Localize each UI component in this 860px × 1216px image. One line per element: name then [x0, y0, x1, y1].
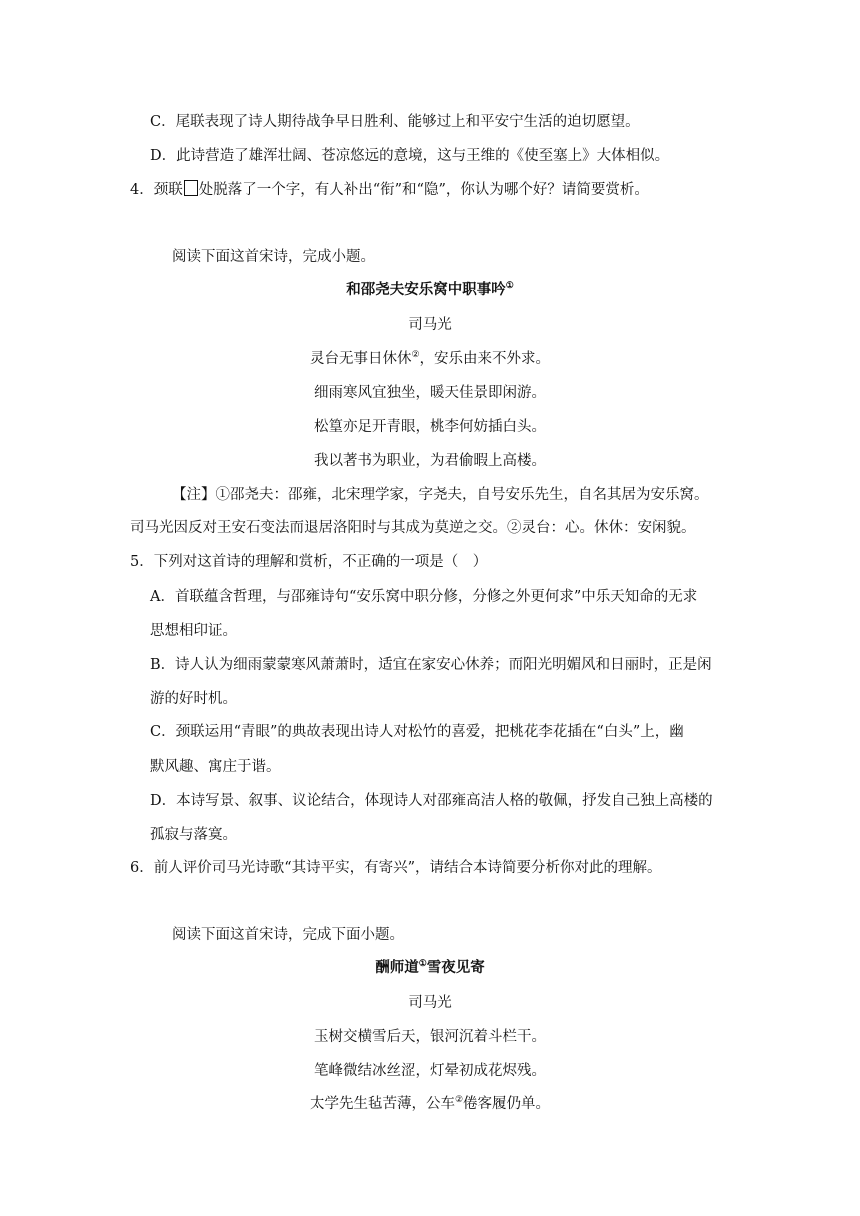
question-6: 6．前人评价司马光诗歌“其诗平实，有寄兴”，请结合本诗简要分析你对此的理解。: [130, 860, 662, 876]
poem3-intro: 阅读下面这首宋诗，完成下面小题。: [172, 927, 404, 943]
poem3-title-post: 雪夜见寄: [426, 959, 485, 976]
poem2-line-2: 细雨寒风宜独坐，暖天佳景即闲游。: [314, 385, 546, 401]
poem2-line-4: 我以著书为职业，为君偷暇上高楼。: [314, 453, 546, 469]
poem2-line-1-post: ，安乐由来不外求。: [419, 351, 551, 367]
poem2-line-3: 松篁亦足开青眼，桃李何妨插白头。: [314, 419, 546, 435]
question-4-text: 处脱落了一个字，有人补出“衔”和“隐”，你认为哪个好？请简要赏析。: [198, 182, 649, 198]
q5-option-c-line-2: 默风趣、寓庄于谐。: [150, 759, 281, 775]
q5-option-d-line-2: 孤寂与落寞。: [150, 827, 237, 843]
option-d: D．此诗营造了雄浑壮阔、苍凉悠远的意境，这与王维的《使至塞上》大体相似。: [150, 148, 670, 164]
q5-option-d-line-1: D．本诗写景、叙事、议论结合，体现诗人对邵雍高洁人格的敬佩，抒发自己独上高楼的: [150, 793, 713, 809]
q5-option-b-line-2: 游的好时机。: [150, 691, 237, 707]
q5-option-b-line-1: B．诗人认为细雨蒙蒙寒风萧萧时，适宜在家安心休养；而阳光明媚风和日丽时，正是闲: [150, 657, 712, 673]
missing-character-box: [184, 180, 198, 196]
poem3-line-2: 笔峰微结冰丝涩，灯晕初成花烬残。: [314, 1063, 546, 1079]
poem3-line-3: [0, 1094, 860, 1114]
poem3-line-3-post: 倦客履仍单。: [463, 1096, 551, 1112]
q5-option-a-line-2: 思想相印证。: [150, 623, 237, 639]
footnote-marker: ①: [418, 959, 427, 970]
poem2-author: 司马光: [408, 317, 452, 333]
poem2-note-line-1: 【注】①邵尧夫：邵雍，北宋理学家，字尧夫，自号安乐先生，自名其居为安乐窝。: [172, 487, 709, 503]
poem2-intro: 阅读下面这首宋诗，完成小题。: [172, 249, 375, 265]
question-4: [130, 180, 649, 200]
q5-option-c-line-1: C．颈联运用“青眼”的典故表现出诗人对松竹的喜爱，把桃花李花插在“白头”上，幽: [150, 724, 684, 740]
poem2-line-1-pre: 灵台无事日休休: [309, 351, 412, 367]
question-5: 5．下列对这首诗的理解和赏析，不正确的一项是（ ）: [130, 554, 488, 570]
poem2-note-line-2: 司马光因反对王安石变法而退居洛阳时与其成为莫逆之交。②灵台：心。休休：安闲貌。: [130, 520, 696, 536]
poem3-author: 司马光: [408, 995, 452, 1011]
footnote-marker: ②: [454, 1095, 464, 1106]
poem2-line-1: [0, 349, 860, 369]
poem2-title: [0, 280, 860, 300]
poem3-line-3-pre: 太学先生毡苦薄，公车: [309, 1096, 455, 1112]
poem3-title-pre: 酬师道: [375, 959, 419, 976]
poem3-line-1: 玉树交横雪后天，银河沉着斗栏干。: [314, 1029, 546, 1045]
question-4-prefix: 4．颈联: [130, 182, 183, 198]
option-c: C．尾联表现了诗人期待战争早日胜利、能够过上和平安宁生活的迫切愿望。: [150, 114, 640, 130]
q5-option-a-line-1: A．首联蕴含哲理，与邵雍诗句“安乐窝中职分修，分修之外更何求”中乐天知命的无求: [150, 589, 698, 605]
footnote-marker: ①: [505, 281, 514, 292]
footnote-marker: ②: [411, 350, 420, 361]
poem2-title-text: 和邵尧夫安乐窝中职事吟: [346, 281, 506, 298]
poem3-title: [0, 958, 860, 978]
